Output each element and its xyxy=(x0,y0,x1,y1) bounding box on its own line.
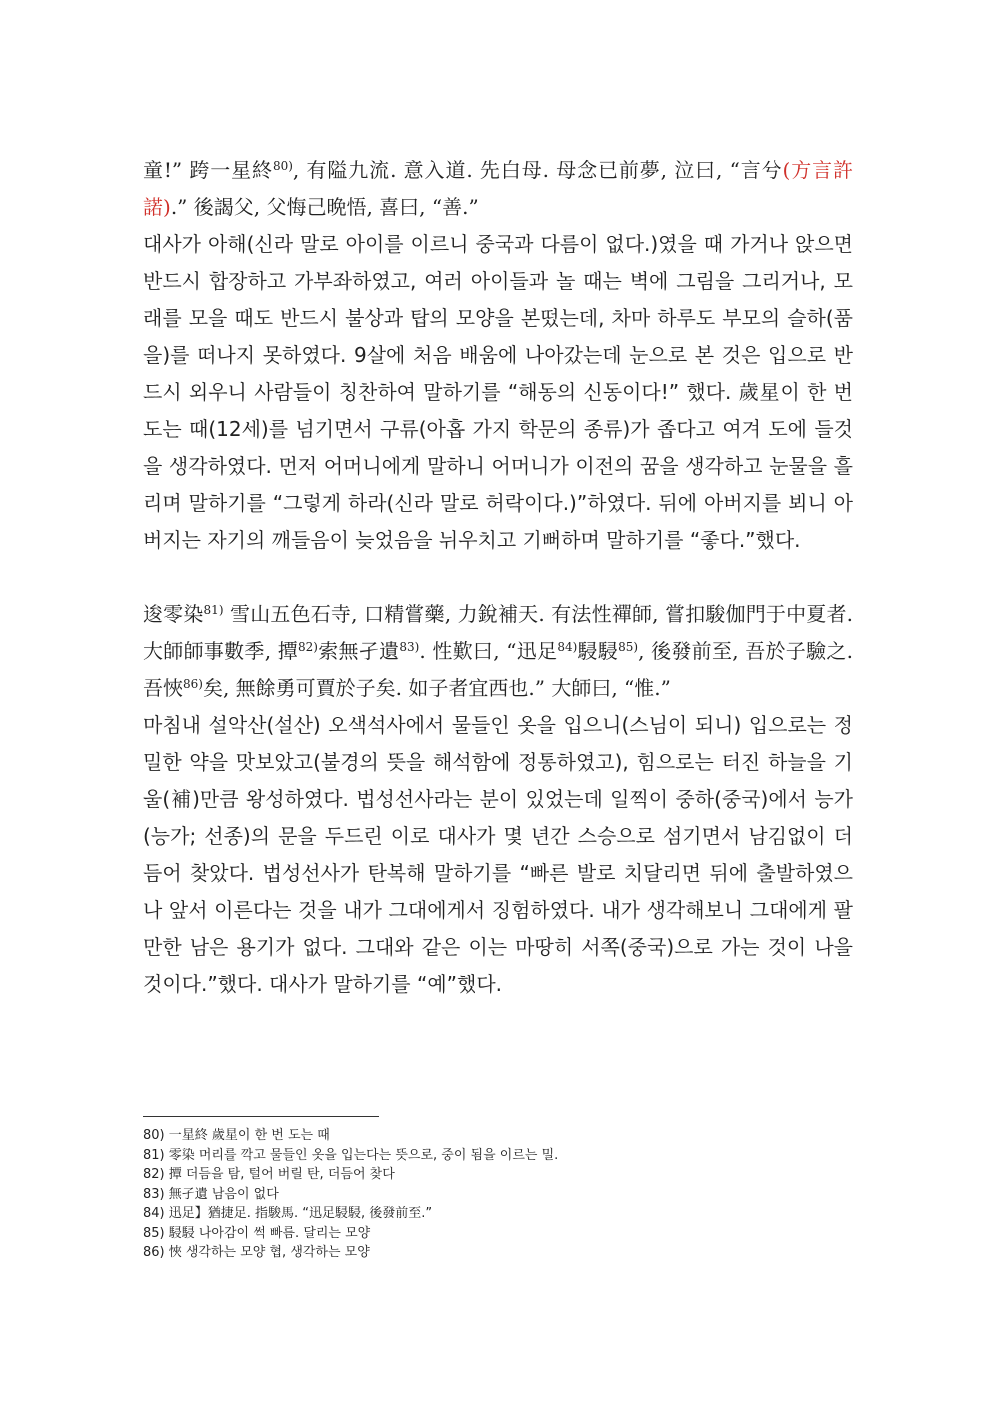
hanja-text: 雪山五色石寺, 口精嘗藥, 力銳補天. 有法性禪師, 嘗扣駿伽門于中夏者. 大師師事數季, 撢 xyxy=(143,602,854,663)
hanja-text: , 後發前至, 吾於子驗之. 吾悏 xyxy=(143,639,854,700)
hanja-text: 逡零染 xyxy=(143,602,204,626)
footnote-ref-84[interactable]: 84) xyxy=(557,640,578,654)
footnote-ref-83[interactable]: 83) xyxy=(399,640,420,654)
footnote-ref-86[interactable]: 86) xyxy=(183,677,203,691)
hanja-text: 矣, 無餘勇可賈於子矣. 如子者宜西也.” 大師曰, “惟.” xyxy=(202,676,671,700)
korean-translation-2: 마침내 설악산(설산) 오색석사에서 물들인 옷을 입으니(스님이 되니) 입으로는 정밀한 약을 맛보았고(불경의 뜻을 해석함에 정통하였고), 힘으로는 터진 하늘을 기울(補)만큼 왕성하였다. 법성선사라는 분이 있었는데 일찍이 중하(중국)에서 능가(능가; 선종)의 문을 두드린 이로 대사가 몇 년간 스승으로 섬기면서 남김없이 더듬어 찾았다. 법성선사가 탄복해 말하기를 “빠른 발로 치달리면 뒤에 출발하였으나 앞서 이른다는 것을 내가 그대에게서 징험하였다. 내가 생각해보니 그대에게 팔 만한 남은 용기가 없다. 그대와 같은 이는 마땅히 서쪽(중국)으로 가는 것이 나을 것이다.”했다. 대사가 말하기를 “예”했다. xyxy=(143,713,853,996)
korean-translation-1: 대사가 아해(신라 말로 아이를 이르니 중국과 다름이 없다.)였을 때 가거나 앉으면 반드시 합장하고 가부좌하였고, 여러 아이들과 놀 때는 벽에 그림을 그리거나, 모래를 모을 때도 반드시 불상과 탑의 모양을 본떴는데, 차마 하루도 부모의 슬하(품을)를 떠나지 못하였다. 9살에 처음 배움에 나아갔는데 눈으로 본 것은 입으로 반드시 외우니 사람들이 칭찬하여 말하기를 “해동의 신동이다!” 했다. 歲星이 한 번 도는 때(12세)를 넘기면서 구류(아홉 가지 학문의 종류)가 좁다고 여겨 도에 들것을 생각하였다. 먼저 어머니에게 말하니 어머니가 이전의 꿈을 생각하고 눈물을 흘리며 말하기를 “그렇게 하라(신라 말로 허락이다.)”하였다. 뒤에 아버지를 뵈니 아버지는 자기의 깨들음이 늦었음을 뉘우치고 기뻐하며 말하기를 “좋다.”했다. xyxy=(143,232,853,552)
document-body xyxy=(143,152,853,1003)
footnote-82: 82) 撢 더듬을 탐, 털어 버릴 탄, 더듬어 찾다 xyxy=(143,1167,395,1182)
footnote-separator xyxy=(143,1116,379,1117)
footnote-ref-80[interactable]: 80) xyxy=(272,159,293,173)
footnote-83: 83) 無孑遺 남음이 없다 xyxy=(143,1186,279,1202)
dialect-annotation: (方言許諾) xyxy=(143,158,853,219)
footnotes xyxy=(143,1126,853,1263)
footnote-84: 84) 迅足】猶捷足. 指駿馬. “迅足駸駸, 後發前至.” xyxy=(143,1206,433,1221)
hanja-text: .” 後謁父, 父悔己晩悟, 喜曰, “善.” xyxy=(170,195,479,219)
hanja-text: , 有隘九流. 意入道. 先白母. 母念已前夢, 泣曰, “言兮 xyxy=(292,158,783,182)
footnote-81: 81) 零染 머리를 깍고 물들인 옷을 입는다는 뜻으로, 중이 됨을 이르는 밀. xyxy=(143,1147,559,1163)
hanja-text: 索無孑遺 xyxy=(317,639,400,663)
hanja-text: . 性歎曰, “迅足 xyxy=(419,639,558,663)
footnote-85: 85) 駸駸 나아감이 썩 빠름. 달리는 모양 xyxy=(143,1225,371,1241)
hanja-passage-1 xyxy=(143,152,853,226)
footnote-86: 86) 悏 생각하는 모양 협, 생각하는 모양 xyxy=(143,1245,370,1260)
footnote-80: 80) 一星終 歲星이 한 번 도는 때 xyxy=(143,1128,330,1143)
hanja-passage-2 xyxy=(143,596,853,707)
footnote-ref-81[interactable]: 81) xyxy=(203,603,224,617)
footnote-ref-82[interactable]: 82) xyxy=(298,640,318,654)
hanja-text: 駸駸 xyxy=(577,639,619,663)
footnote-ref-85[interactable]: 85) xyxy=(618,640,639,654)
hanja-text: 童!” 跨一星終 xyxy=(143,158,273,182)
paragraph-gap xyxy=(143,559,853,596)
